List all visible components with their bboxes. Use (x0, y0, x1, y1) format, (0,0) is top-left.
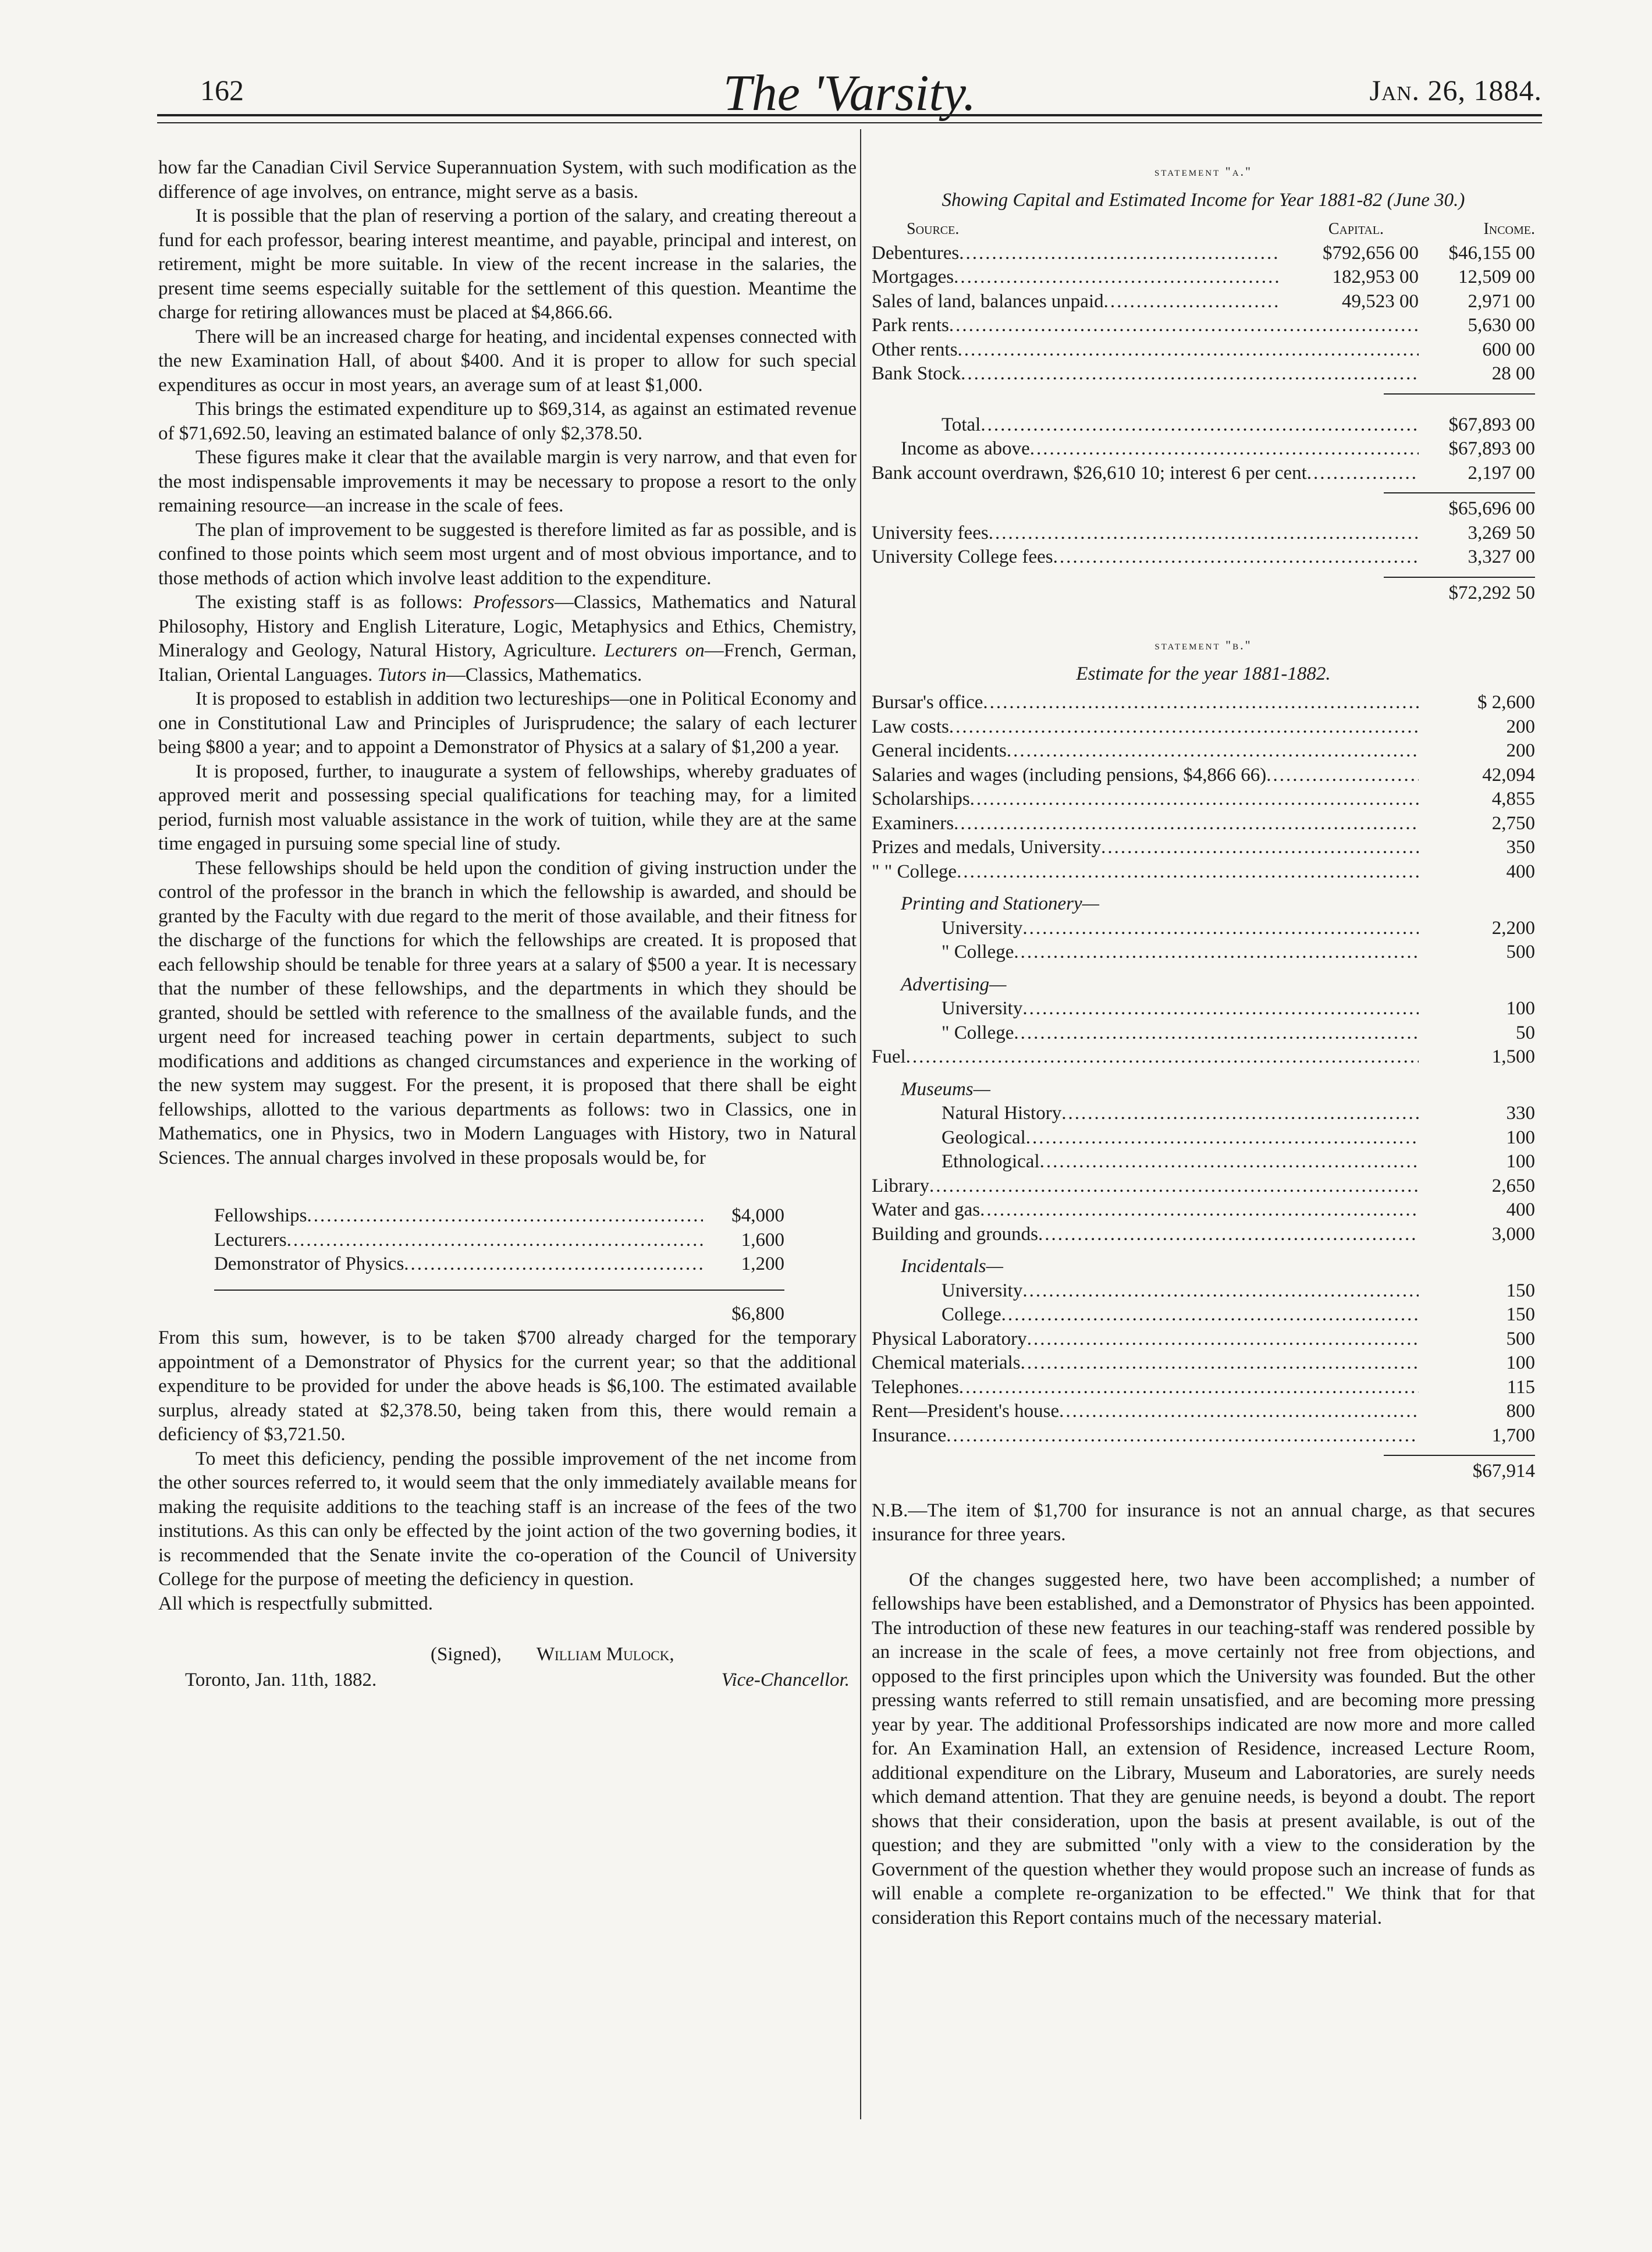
place-date-line (158, 1668, 857, 1693)
charge-label: Demonstrator of Physics (214, 1253, 404, 1274)
col-income: Income. (1483, 220, 1535, 238)
incidentals-heading: Incidentals— (901, 1256, 1003, 1277)
row-income: 28 00 (1491, 363, 1535, 384)
statement-a-row (872, 265, 1535, 290)
statement-a-row (872, 362, 1535, 386)
row-label: " " College (872, 861, 957, 882)
row-amount: 100 (1506, 998, 1535, 1019)
fee-label: University College fees (872, 546, 1053, 567)
signatory-title: Vice-Chancellor. (721, 1669, 850, 1690)
statement-a-total-row (872, 413, 1535, 438)
row-amount: 2,200 (1491, 917, 1535, 939)
statement-a-row (872, 338, 1535, 363)
statement-a-overdrawn-row (872, 461, 1535, 486)
row-label: Scholarships (872, 788, 970, 809)
row-amount: 3,000 (1491, 1223, 1535, 1245)
row-amount: 50 (1516, 1022, 1535, 1043)
page-header (157, 65, 1542, 127)
editorial-paragraph: Of the changes suggested here, two have been accomplished; a number of fellowships have been established, and a Demonstrator of Physics has been appointed. The introduction of these new features in our teaching-staff was rendered possible by an increase in the scale of fees, a move certainly not free from objections, and opposed to the first principles upon which the University was founded. But the other pressing wants referred to still remain unsatisfied, and are becoming more pressing year by year. The additional Professorships indicated are now more and more called for. An Examination Hall, an extension of Residence, increased Lecture Room, additional expenditure on the Library, Museum and Laboratories, are surely needs which demand attention. That they are genuine needs, is beyond a doubt. The report shows that their consideration, upon the basis at present available, is out of the question; and they are submitted "only with a view to the consideration by the Government of the question whether they would propose such an increase of funds as will enable a complete re-organization to be effected." We think that for that consideration this Report contains much of the necessary material. (872, 1569, 1535, 1928)
paragraph: These fellowships should be held upon the condition of giving instruction under the control of the professor in the branch in which the fellowship is awarded, and should be granted by the Faculty with due regard to the merit of those available, and their fitness for the discharge of the functions for which the fellowships are created. It is proposed that each fellowship should be tenable for three years at a salary of $500 a year. It is necessary that the number of these fellowships, and the departments in which they should be granted, should be settled with reference to the smallness of the available funds, and the urgent need for increased teaching power in certain departments, subject to such modifications and additions as changed circumstances and experience in the working of the new system may suggest. For the present, it is proposed that there shall be eight fellowships, allotted to the various departments as follows: two in Classics, one in Mathematics, one in Physics, two in Modern Languages with History, two in Natural Sciences. The annual charges involved in these proposals would be, for (158, 857, 857, 1168)
paragraph: It is possible that the plan of reserving a portion of the salary, and creating thereout a fund for each professor, bearing interest meantime, and payable, principal and interest, on retirement, might be more suitable. In view of the recent increase in the salaries, the present time seems especially suitable for the settlement of this question. Meantime the charge for retiring allowances must be placed at $4,866.66. (158, 205, 857, 323)
statement-b-subtitle: Estimate for the year 1881-1882. (1076, 663, 1331, 684)
statement-b-row (872, 1198, 1535, 1223)
row-amount: 150 (1506, 1304, 1535, 1325)
overdrawn-label: Bank account overdrawn, $26,610 10; interest 6 per cent (872, 462, 1307, 484)
column-divider (860, 129, 861, 2119)
statement-b-row (872, 1102, 1535, 1126)
museums-heading: Museums— (901, 1078, 990, 1100)
row-label: Sales of land, balances unpaid (872, 290, 1104, 312)
charges-total: $6,800 (214, 1290, 784, 1327)
row-label: Examiners (872, 812, 954, 834)
header-rule-thick (157, 114, 1542, 116)
row-label: Insurance (872, 1425, 947, 1446)
charge-amount: 1,600 (741, 1229, 784, 1251)
row-label: Bursar's office (872, 692, 983, 713)
statement-b-row (872, 1021, 1535, 1046)
row-label: College (942, 1304, 1001, 1325)
row-label: Building and grounds (872, 1223, 1038, 1245)
statement-a-fee-row (872, 521, 1535, 546)
paragraph: The plan of improvement to be suggested is therefore limited as far as possible, and is confined to those points which seem most urgent and of most obvious importance, and to those methods of action which involve least addition to the expenditure. (158, 519, 857, 589)
row-amount: 330 (1506, 1103, 1535, 1124)
masthead-title: The 'Varsity. (723, 65, 976, 122)
total-label: Total (942, 414, 981, 435)
paragraph: To meet this deficiency, pending the possible improvement of the net income from the other sources referred to, it would seem that the only immediately available means for making the requisite additions to the teaching staff is an increase of the fees of the two institutions. As this can only be effected by the joint action of the two governing bodies, it is recommended that the Senate invite the co-operation of the Council of University College for the purpose of meeting the deficiency in question. (158, 1448, 857, 1590)
signatory-name: William Mulock, (536, 1644, 674, 1665)
row-income: 5,630 00 (1468, 315, 1535, 336)
row-amount: 400 (1506, 861, 1535, 882)
signed-label: (Signed), (431, 1644, 502, 1665)
statement-b-row (872, 1223, 1535, 1247)
statement-b-row (872, 1126, 1535, 1150)
tutors-text: —Classics, Mathematics. (446, 664, 642, 685)
row-label: Mortgages (872, 267, 954, 287)
row-label: University (942, 1280, 1023, 1301)
nb-note: N.B.—The item of $1,700 for insurance is not an annual charge, as that secures insurance for three years. (872, 1500, 1535, 1545)
issue-date: Jan. 26, 1884. (1369, 74, 1542, 106)
place-date: Toronto, Jan. 11th, 1882. (185, 1669, 377, 1690)
statement-b-row (872, 940, 1535, 965)
paragraph: These figures make it clear that the available margin is very narrow, and that even for the most indispensable improvements it may be necessary to propose a resort to the only remaining resource—an increase in the scale of fees. (158, 447, 857, 516)
charge-label: Lecturers (214, 1229, 287, 1251)
statement-b-title: statement "b." (1154, 638, 1252, 652)
row-label: Law costs (872, 716, 949, 737)
paragraph: This brings the estimated expenditure up to $69,314, as against an estimated revenue of $71,692.50, leaving an estimated balance of only $2,378.50. (158, 399, 857, 444)
row-capital: $792,656 00 (1323, 242, 1419, 264)
paragraph: It is proposed, further, to inaugurate a system of fellowships, whereby graduates of approved merit and possessing special qualifications for teaching may, for a limited period, furnish most valuable assistance in the work of tuition, while they are at the same time engaged in pursuing some special line of study. (158, 761, 857, 854)
page-number: 162 (200, 74, 244, 106)
row-amount: 100 (1506, 1352, 1535, 1373)
left-column (158, 156, 857, 1692)
row-label: " College (942, 942, 1014, 962)
row-label: Bank Stock (872, 363, 961, 384)
fee-value: 3,327 00 (1468, 546, 1535, 567)
row-label: " College (942, 1022, 1014, 1043)
charge-amount: 1,200 (741, 1253, 784, 1274)
row-label: Natural History (942, 1103, 1062, 1124)
income-value: $67,893 00 (1448, 438, 1535, 459)
tutors-label: Tutors in (377, 664, 446, 685)
statement-b-row (872, 1424, 1535, 1448)
row-label: General incidents (872, 740, 1007, 761)
charge-row (214, 1252, 784, 1277)
row-label: Debentures (872, 242, 960, 264)
paragraph: how far the Canadian Civil Service Superannuation System, with such modification as the difference of age involves, on entrance, might serve as a basis. (158, 157, 857, 203)
col-source: Source. (907, 220, 960, 238)
signature-line (158, 1643, 857, 1667)
row-amount: 500 (1506, 1328, 1535, 1349)
row-amount: 1,500 (1491, 1046, 1535, 1067)
statement-a-income-row (872, 437, 1535, 461)
sum-rule (1384, 393, 1535, 395)
row-income: 600 00 (1482, 339, 1535, 360)
row-amount: 200 (1506, 740, 1535, 761)
row-amount: 400 (1506, 1199, 1535, 1220)
fee-label: University fees (872, 522, 989, 544)
row-label: Library (872, 1175, 929, 1196)
professors-text: —Classics, Mathematics and Natural Philosophy, History and English Literature, Logic, Metaphysics and Ethics, Chemistry, Mineralogy and Geology, Natural History, Agriculture. (158, 592, 857, 661)
statement-a-subtitle: Showing Capital and Estimated Income for Year 1881-82 (June 30.) (942, 189, 1465, 211)
printing-heading: Printing and Stationery— (901, 893, 1099, 914)
paragraph: From this sum, however, is to be taken $700 already charged for the temporary appointment of a Demonstrator of Physics for the current year; so that the additional expenditure to be provided for under the above heads is $6,100. The estimated available surplus, already stated at $2,378.50, being taken from this, there would remain a deficiency of $3,721.50. (158, 1327, 857, 1445)
statement-b-row (872, 1045, 1535, 1070)
paragraph: It is proposed to establish in addition two lectureships—one in Political Economy and one in Constitutional Law and Principles of Jurisprudence; the salary of each lecturer being $800 a year; and to appoint a Demonstrator of Physics at a salary of $1,200 a year. (158, 688, 857, 758)
professors-label: Professors (472, 592, 555, 613)
sum-rule (1384, 577, 1535, 578)
statement-b-row (872, 787, 1535, 812)
row-label: Physical Laboratory (872, 1328, 1027, 1349)
row-income: 2,971 00 (1468, 290, 1535, 312)
lecturers-text: —French, German, Italian, Oriental Languages. (158, 640, 857, 685)
row-label: University (942, 917, 1023, 939)
statement-a-row (872, 314, 1535, 338)
row-label: Salaries and wages (including pensions, $4,866 66) (872, 764, 1267, 786)
statement-b-row (872, 1303, 1535, 1327)
advertising-heading: Advertising— (901, 974, 1007, 995)
statement-a-row (872, 241, 1535, 266)
statement-b-row (872, 1376, 1535, 1400)
charge-label: Fellowships (214, 1205, 307, 1226)
fee-value: 3,269 50 (1468, 522, 1535, 544)
row-amount: 500 (1506, 942, 1535, 962)
overdrawn-value: 2,197 00 (1468, 462, 1535, 484)
charge-row (214, 1228, 784, 1253)
paragraph: There will be an increased charge for heating, and incidental expenses connected with the new Examination Hall, of about $400. And it is proper to allow for such special expenditures as occur in most years, an average sum of at least $1,000. (158, 326, 857, 396)
statement-b-row (872, 836, 1535, 860)
statement-b-row (872, 739, 1535, 763)
statement-b-row (872, 715, 1535, 740)
statement-b-total: $67,914 (1472, 1461, 1535, 1482)
row-label: Chemical materials (872, 1352, 1021, 1373)
row-amount: $ 2,600 (1477, 692, 1535, 713)
statement-b-row (872, 1327, 1535, 1352)
charge-row (214, 1204, 784, 1228)
row-income: 12,509 00 (1458, 267, 1535, 287)
row-label: Rent—President's house (872, 1401, 1060, 1422)
statement-b-row (872, 917, 1535, 941)
row-amount: 200 (1506, 716, 1535, 737)
header-rule-thin (157, 122, 1542, 123)
statement-b-row (872, 1399, 1535, 1424)
row-label: Water and gas (872, 1199, 980, 1220)
statement-b-row (872, 1150, 1535, 1174)
sum-rule (1384, 1455, 1535, 1456)
statement-b-row (872, 860, 1535, 885)
statement-a-title: statement "a." (1154, 164, 1253, 179)
statement-b-row (872, 812, 1535, 836)
row-amount: 350 (1506, 837, 1535, 858)
row-label: Ethnological (942, 1151, 1040, 1172)
row-amount: 800 (1506, 1401, 1535, 1422)
statement-b-row (872, 1279, 1535, 1303)
row-label: Telephones (872, 1376, 959, 1398)
row-label: Other rents (872, 339, 958, 360)
row-amount: 42,094 (1482, 764, 1535, 786)
col-capital: Capital. (1328, 220, 1384, 238)
row-label: Geological (942, 1127, 1026, 1148)
row-label: Fuel (872, 1046, 906, 1067)
statement-a-row (872, 290, 1535, 314)
statement-a-grand-total: $72,292 50 (1448, 582, 1535, 603)
statement-a-fee-row (872, 545, 1535, 570)
statement-b-row (872, 1351, 1535, 1376)
row-amount: 100 (1506, 1151, 1535, 1172)
row-capital: 49,523 00 (1342, 290, 1419, 312)
row-amount: 1,700 (1491, 1425, 1535, 1446)
statement-a-subtotal: $65,696 00 (1448, 498, 1535, 519)
row-capital: 182,953 00 (1332, 267, 1419, 287)
statement-b-row (872, 763, 1535, 788)
staff-intro: The existing staff is as follows: (196, 592, 473, 613)
row-income: $46,155 00 (1448, 242, 1535, 264)
row-amount: 150 (1506, 1280, 1535, 1301)
row-amount: 100 (1506, 1127, 1535, 1148)
statement-b-row (872, 997, 1535, 1021)
right-column (872, 156, 1535, 1949)
row-amount: 4,855 (1491, 788, 1535, 809)
row-amount: 115 (1507, 1376, 1535, 1398)
statement-b-row (872, 1174, 1535, 1199)
income-label: Income as above (901, 438, 1030, 459)
row-amount: 2,650 (1491, 1175, 1535, 1196)
charge-amount: $4,000 (731, 1205, 784, 1226)
row-label: Park rents (872, 315, 949, 336)
statement-b-row (872, 691, 1535, 715)
row-label: Prizes and medals, University (872, 837, 1102, 858)
total-value: $67,893 00 (1448, 414, 1535, 435)
sum-rule (1384, 492, 1535, 493)
row-amount: 2,750 (1491, 812, 1535, 834)
statement-a-column-headers (872, 217, 1535, 241)
charges-table (214, 1204, 784, 1277)
closing-line: All which is respectfully submitted. (158, 1593, 434, 1614)
staff-paragraph (158, 591, 857, 687)
lecturers-label: Lecturers on (604, 640, 705, 661)
row-label: University (942, 998, 1023, 1019)
